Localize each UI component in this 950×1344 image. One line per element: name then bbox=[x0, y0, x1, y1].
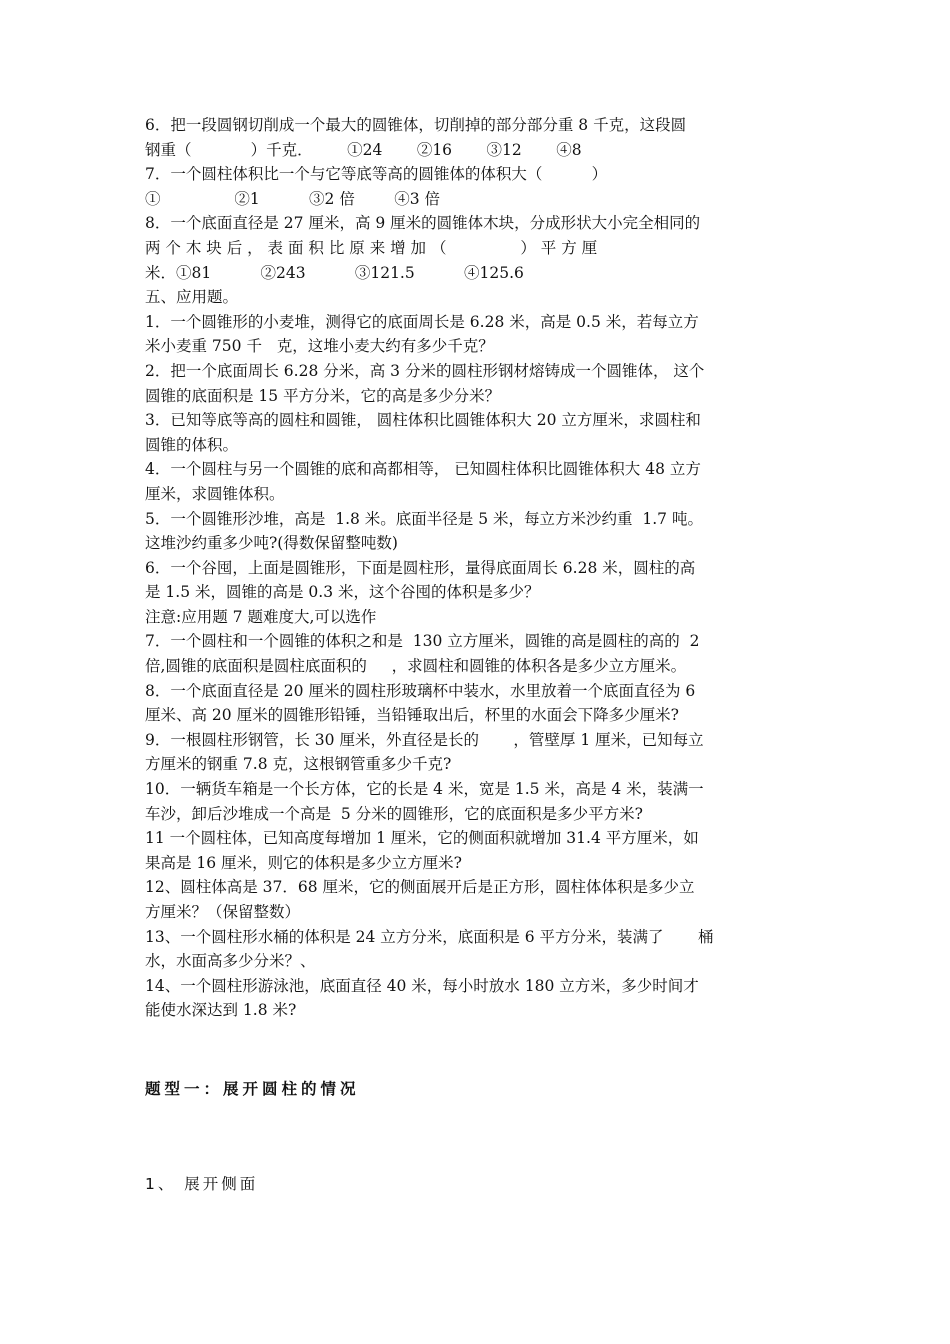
text-line: 厘米、高 20 厘米的圆锥形铅锤，当铅锤取出后，杯里的水面会下降多少厘米? bbox=[145, 706, 679, 725]
text-line: 13、一个圆柱形水桶的体积是 24 立方分米，底面积是 6 平方分米，装满了 桶 bbox=[145, 927, 714, 946]
text-line: 12、圆柱体高是 37．68 厘米，它的侧面展开后是正方形，圆柱体体积是多少立 bbox=[145, 878, 695, 897]
text-line: 圆锥的体积。 bbox=[145, 435, 239, 454]
text-line: 米小麦重 750 千 克，这堆小麦大约有多少千克？ bbox=[145, 337, 494, 356]
text-line: 6．把一段圆钢切削成一个最大的圆锥体，切削掉的部分部分重 8 千克，这段圆 bbox=[145, 116, 687, 134]
text-line: 厘米，求圆锥体积。 bbox=[145, 484, 285, 503]
text-line: 10．一辆货车箱是一个长方体，它的长是 4 米，宽是 1.5 米，高是 4 米，装满一 bbox=[145, 780, 704, 799]
text-line: 5．一个圆锥形沙堆，高是 1.8 米。底面半径是 5 米，每立方米沙约重 1.7 吨。 bbox=[145, 509, 703, 528]
text-line: 是 1.5 米，圆锥的高是 0.3 米，这个谷囤的体积是多少？ bbox=[145, 583, 540, 602]
text-line: 钢重（ ）千克． ①24 ②16 ③12 ④8 bbox=[145, 140, 582, 159]
text-line: 6．一个谷囤，上面是圆锥形，下面是圆柱形，量得底面周长 6.28 米，圆柱的高 bbox=[145, 558, 696, 577]
document-body bbox=[145, 113, 807, 1023]
text-line: 倍,圆锥的底面积是圆柱底面积的 ，求圆柱和圆锥的体积各是多少立方厘米。 bbox=[145, 657, 687, 676]
text-line: 11 一个圆柱体，已知高度每增加 1 厘米，它的侧面积就增加 31.4 平方厘米，如 bbox=[145, 829, 699, 848]
text-line: 1．一个圆锥形的小麦堆，测得它的底面周长是 6.28 米，高是 0.5 米，若每立方 bbox=[145, 312, 699, 331]
text-line: 2．把一个底面周长 6.28 分米，高 3 分米的圆柱形钢材熔铸成一个圆锥体， 这个 bbox=[145, 361, 705, 380]
text-line: ① ②1 ③2 倍 ④3 倍 bbox=[145, 189, 441, 208]
text-line: 车沙，卸后沙堆成一个高是 5 分米的圆锥形，它的底面积是多少平方米? bbox=[145, 804, 643, 823]
text-line: 4．一个圆柱与另一个圆锥的底和高都相等， 已知圆柱体积比圆锥体积大 48 立方 bbox=[145, 460, 701, 479]
text-line: 果高是 16 厘米，则它的体积是多少立方厘米? bbox=[145, 853, 462, 872]
note-line: 注意:应用题 7 题难度大,可以选作 bbox=[145, 607, 377, 626]
text-line: 7．一个圆柱体积比一个与它等底等高的圆锥体的体积大（ ） bbox=[145, 165, 608, 184]
section-heading: 题型一：展开圆柱的情况 bbox=[145, 1080, 360, 1098]
text-line: 水，水面高多少分米？、 bbox=[145, 952, 316, 971]
text-line: 这堆沙约重多少吨?(得数保留整吨数) bbox=[145, 534, 398, 553]
text-line: 圆锥的底面积是 15 平方分米，它的高是多少分米？ bbox=[145, 386, 501, 405]
text-line: 米．①81 ②243 ③121.5 ④125.6 bbox=[145, 263, 524, 282]
text-line: 能使水深达到 1.8 米? bbox=[145, 1001, 297, 1020]
text-line: 7．一个圆柱和一个圆锥的体积之和是 130 立方厘米，圆锥的高是圆柱的高的 2 bbox=[145, 632, 700, 651]
text-line: 3．已知等底等高的圆柱和圆锥， 圆柱体积比圆锥体积大 20 立方厘米，求圆柱和 bbox=[145, 411, 701, 430]
text-line: 8．一个底面直径是 20 厘米的圆柱形玻璃杯中装水，水里放着一个底面直径为 6 bbox=[145, 681, 696, 700]
text-line: 方厘米？（保留整数） bbox=[145, 903, 301, 921]
text-line: 9．一根圆柱形钢管，长 30 厘米，外直径是长的 ，管壁厚 1 厘米，已知每立 bbox=[145, 730, 704, 749]
sub-heading: 1、 展开侧面 bbox=[145, 1175, 259, 1193]
text-line: 14、一个圆柱形游泳池，底面直径 40 米，每小时放水 180 立方米，多少时间才 bbox=[145, 976, 699, 995]
text-line: 方厘米的钢重 7.8 克，这根钢管重多少千克? bbox=[145, 755, 452, 774]
section-title: 五、应用题。 bbox=[145, 288, 239, 307]
text-line: 8．一个底面直径是 27 厘米，高 9 厘米的圆锥体木块，分成形状大小完全相同的 bbox=[145, 214, 701, 233]
text-line: 两 个 木 块 后 ， 表 面 积 比 原 来 增 加 （ ） 平 方 厘 bbox=[145, 238, 598, 257]
